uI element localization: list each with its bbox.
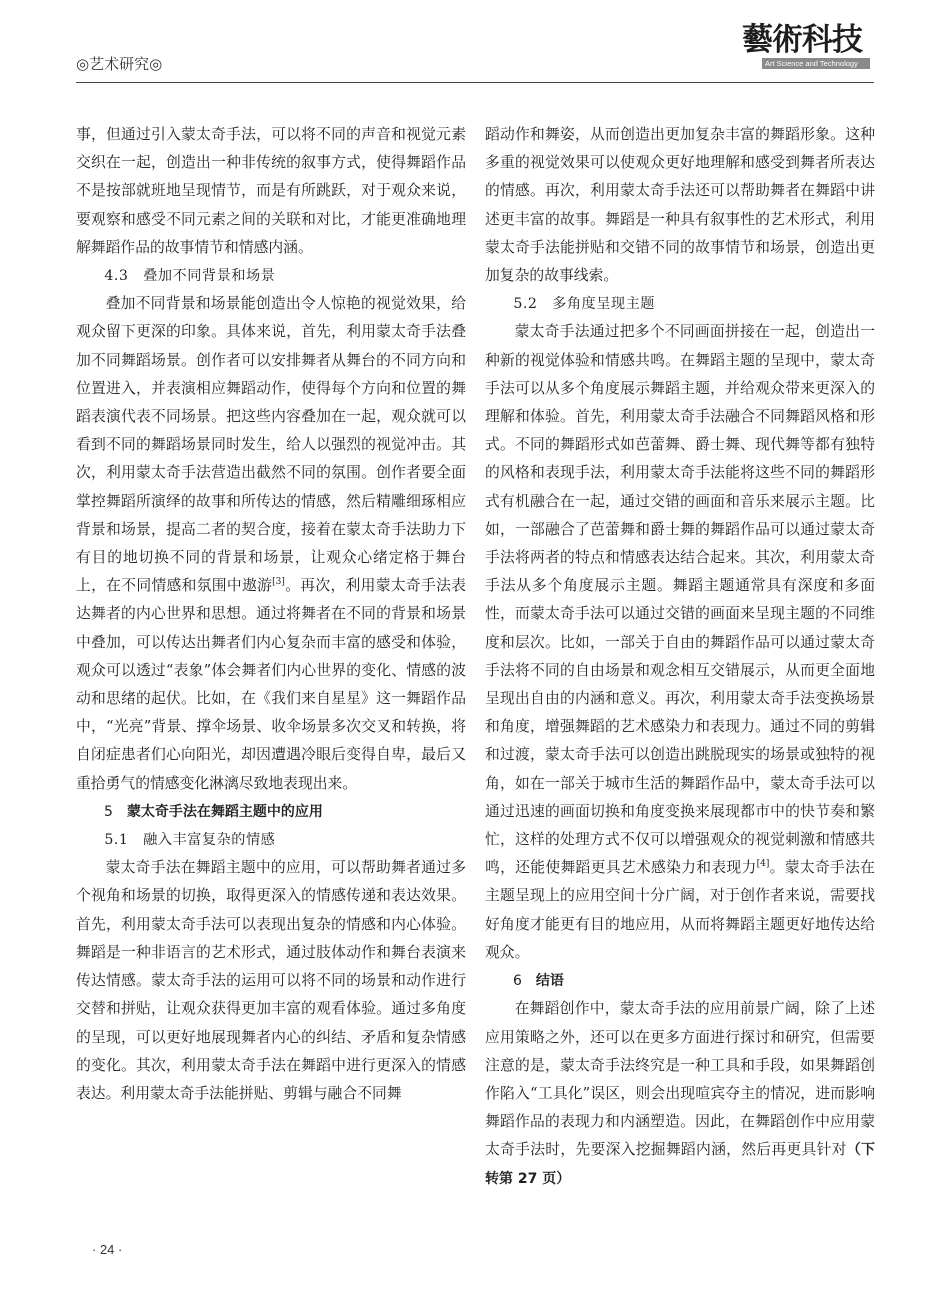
paragraph-text: 。再次，利用蒙太奇手法表达舞者的内心世界和思想。通过将舞者在不同的背景和场景中叠加，可以传达出舞者们内心复杂而丰富的感受和体验，观众可以透过“表象”体会舞者们内心世界的变化、情感的波动和思绪的起伏。比如，在《我们来自星星》这一舞蹈作品中，“光亮”背景、撑伞场景、收伞场景多次交叉和转换，将自闭症患者们心向阳光，却因遭遇冷眼后变得自卑，最后又重拾勇气的情感变化淋漓尽致地表现出来。 bbox=[76, 577, 466, 792]
section-title: 蒙太奇手法在舞蹈主题中的应用 bbox=[126, 803, 323, 820]
right-column bbox=[485, 121, 875, 1193]
paragraph-text: 在舞蹈创作中，蒙太奇手法的应用前景广阔，除了上述应用策略之外，还可以在更多方面进行探讨和研究，但需要注意的是，蒙太奇手法终究是一种工具和手段，如果舞蹈创作陷入“工具化”误区，则会出现喧宾夺主的情况，进而影响舞蹈作品的表现力和内涵塑造。因此，在舞蹈创作中应用蒙太奇手法时，先要深入挖掘舞蹈内涵，然后再更具针对 bbox=[485, 1000, 875, 1159]
continued-note: （下转第 27 页） bbox=[485, 1142, 875, 1187]
paragraph-text: 蒙太奇手法通过把多个不同画面拼接在一起，创造出一种新的视觉体验和情感共鸣。在舞蹈主题的呈现中，蒙太奇手法可以从多个角度展示舞蹈主题，并给观众带来更深入的理解和体验。首先，利用蒙太奇手法融合不同舞蹈风格和形式。不同的舞蹈形式如芭蕾舞、爵士舞、现代舞等都有独特的风格和表现手法，利用蒙太奇手法能将这些不同的舞蹈形式有机融合在一起，通过交错的画面和音乐来展示主题。比如，一部融合了芭蕾舞和爵士舞的舞蹈作品可以通过蒙太奇手法将两者的特点和情感表达结合起来。其次，利用蒙太奇手法从多个角度展示主题。舞蹈主题通常具有深度和多面性，而蒙太奇手法可以通过交错的画面来呈现主题的不同维度和层次。比如，一部关于自由的舞蹈作品可以通过蒙太奇手法将不同的自由场景和观念相互交错展示，从而更全面地呈现出自由的内涵和意义。再次，利用蒙太奇手法变换场景和角度，增强舞蹈的艺术感染力和表现力。通过不同的剪辑和过渡，蒙太奇手法可以创造出跳脱现实的场景或独特的视角，如在一部关于城市生活的舞蹈作品中，蒙太奇手法可以通过迅速的画面切换和角度变换来展现都市中的快节奏和繁忙，这样的处理方式不仅可以增强观众的视觉刺激和情感共鸣，还能使舞蹈更具艺术感染力和表现力 bbox=[485, 323, 875, 877]
paragraph bbox=[485, 995, 875, 1192]
section-number: 5 bbox=[104, 803, 113, 820]
section-tag: ◎艺术研究◎ bbox=[76, 55, 163, 73]
section-heading-6 bbox=[485, 967, 875, 995]
paragraph-text: 叠加不同背景和场景能创造出令人惊艳的视觉效果，给观众留下更深的印象。具体来说，首先，利用蒙太奇手法叠加不同舞蹈场景。创作者可以安排舞者从舞台的不同方向和位置进入，并表演相应舞蹈动作，使得每个方向和位置的舞蹈表演代表不同场景。把这些内容叠加在一起，观众就可以看到不同的舞蹈场景同时发生，给人以强烈的视觉冲击。其次，利用蒙太奇手法营造出截然不同的氛围。创作者要全面掌控舞蹈所演绎的故事和所传达的情感，然后精雕细琢相应背景和场景，提高二者的契合度，接着在蒙太奇手法助力下有目的地切换不同的背景和场景，让观众心绪定格于舞台上，在不同情感和氛围中遨游 bbox=[76, 295, 466, 595]
section-number: 6 bbox=[513, 973, 522, 990]
subsection-heading-5-2: 5.2 多角度呈现主题 bbox=[513, 296, 655, 313]
paragraph: 蒙太奇手法在舞蹈主题中的应用，可以帮助舞者通过多个视角和场景的切换，取得更深入的情感传递和表达效果。首先，利用蒙太奇手法可以表现出复杂的情感和内心体验。舞蹈是一种非语言的艺术形式，通过肢体动作和舞台表演来传达情感。蒙太奇手法的运用可以将不同的场景和动作进行交替和拼贴，让观众获得更加丰富的观看体验。通过多角度的呈现，可以更好地展现舞者内心的纠结、矛盾和复杂情感的变化。其次，利用蒙太奇手法在舞蹈中进行更深入的情感表达。利用蒙太奇手法能拼贴、剪辑与融合不同舞 bbox=[76, 859, 466, 1102]
subsection-heading-5-1: 5.1 融入丰富复杂的情感 bbox=[104, 832, 276, 849]
paragraph: 事，但通过引入蒙太奇手法，可以将不同的声音和视觉元素交织在一起，创造出一种非传统的叙事方式，使得舞蹈作品不是按部就班地呈现情节，而是有所跳跃，对于观众来说，要观察和感受不同元素之间的关联和对比，才能更准确地理解舞蹈作品的故事情节和情感内涵。 bbox=[76, 126, 466, 256]
paragraph: 蹈动作和舞姿，从而创造出更加复杂丰富的舞蹈形象。这种多重的视觉效果可以使观众更好地理解和感受到舞者所表达的情感。再次，利用蒙太奇手法还可以帮助舞者在舞蹈中讲述更丰富的故事。舞蹈是一种具有叙事性的艺术形式，利用蒙太奇手法能拼贴和交错不同的故事情节和场景，创造出更加复杂的故事线索。 bbox=[485, 126, 875, 285]
subsection-heading-4-3: 4.3 叠加不同背景和场景 bbox=[104, 268, 276, 285]
paragraph bbox=[76, 290, 466, 798]
paragraph-text: 。蒙太奇手法在主题呈现上的应用空间十分广阔，对于创作者来说，需要找好角度才能更有目的地应用，从而将舞蹈主题更好地传达给观众。 bbox=[485, 859, 875, 961]
section-heading-5 bbox=[76, 798, 466, 826]
citation-ref: [3] bbox=[272, 577, 285, 588]
left-column bbox=[76, 121, 466, 1108]
page-header bbox=[76, 20, 874, 82]
header-rule bbox=[76, 82, 874, 83]
journal-logo bbox=[742, 22, 874, 74]
page-number: · 24 · bbox=[92, 1242, 123, 1257]
section-title: 结语 bbox=[535, 973, 564, 990]
journal-logo-chinese: 藝術科技 bbox=[742, 22, 862, 58]
citation-ref: [4] bbox=[756, 859, 770, 870]
paragraph bbox=[485, 318, 875, 967]
journal-logo-english: Art Science and Technology bbox=[762, 58, 870, 69]
